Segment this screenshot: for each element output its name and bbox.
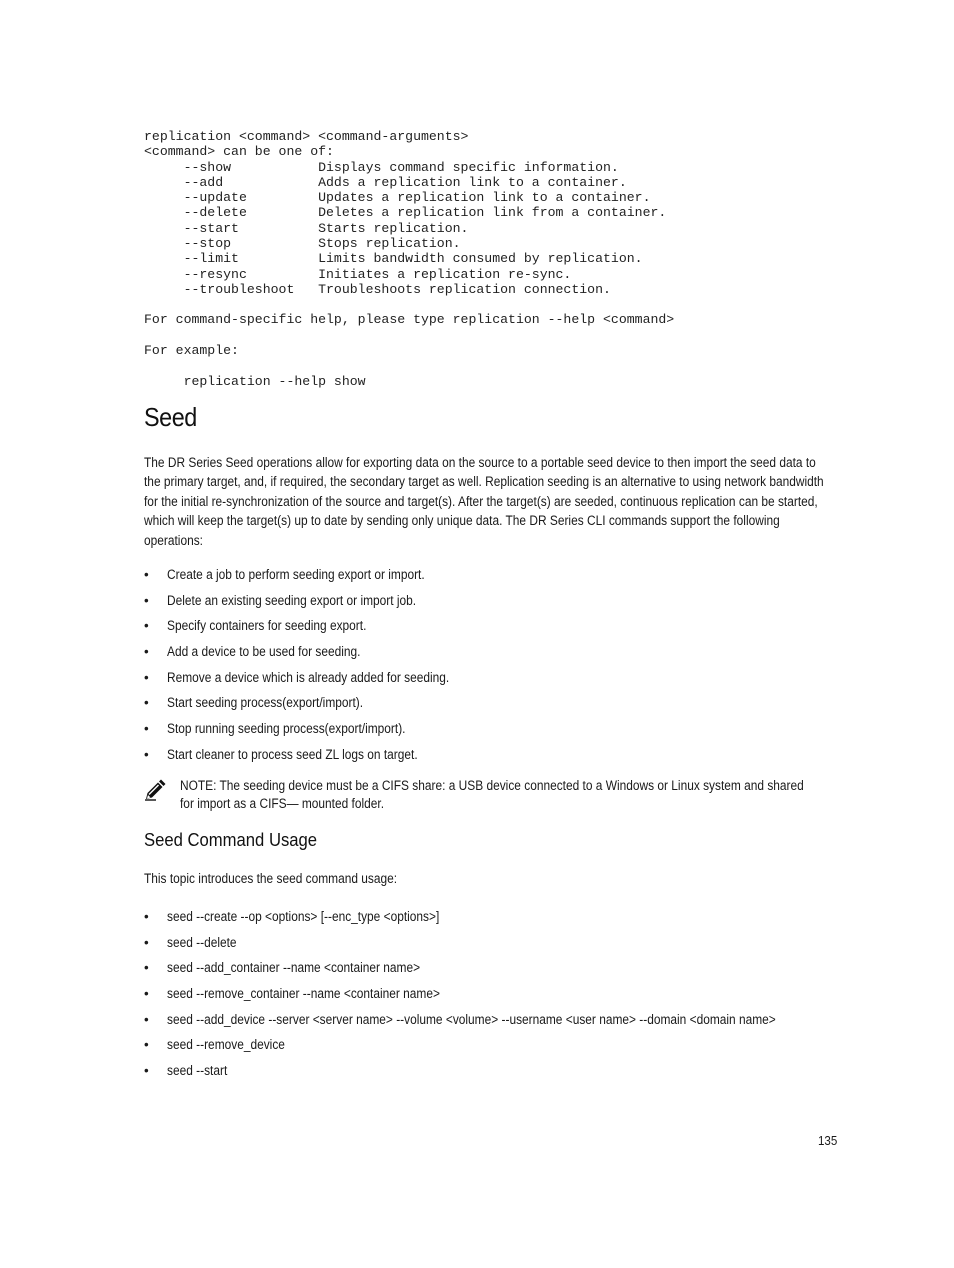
code-line: <command> can be one of: [144,144,334,160]
bullet-icon: • [144,1011,149,1027]
code-line: --start Starts replication. [144,220,469,236]
code-line: --show Displays command specific information. [144,159,619,175]
bullet-icon: • [144,960,149,976]
code-line: --update Updates a replication link to a container. [144,190,651,206]
list-item: • seed --add_device --server <server name> --volume <volume> --username <user name> --domain <domain name> [144,1011,776,1027]
pencil-note-icon [144,779,166,801]
list-item: • seed --remove_container --name <container name> [144,986,440,1002]
example-label: For example: [144,343,239,358]
code-line: --add Adds a replication link to a container. [144,174,627,190]
list-item: • seed --add_container --name <container name> [144,960,421,976]
list-item: • Delete an existing seeding export or import job. [144,592,417,608]
help-line: For command-specific help, please type replication --help <command> [144,312,675,327]
code-line: --resync Initiates a replication re-sync. [144,266,572,282]
code-line: --stop Stops replication. [144,236,461,252]
bullet-icon: • [144,669,149,685]
list-item: • Start seeding process(export/import). [144,695,364,711]
bullet-icon: • [144,644,149,660]
note-label: NOTE: [180,778,217,793]
bullet-icon: • [144,746,149,762]
note-body: The seeding device must be a CIFS share: a USB device connected to a Windows or Linux system and shared for import as a CIFS— mounted folder. [180,778,804,811]
list-item: • Start cleaner to process seed ZL logs on target. [144,746,418,762]
seed-command-list [144,908,851,1088]
list-item: • seed --create --op <options> [--enc_type <options>] [144,909,440,924]
list-item: • Stop running seeding process(export/import). [144,721,406,737]
list-item: • Add a device to be used for seeding. [144,644,361,660]
bullet-icon: • [144,695,149,711]
replication-usage-code [144,129,666,297]
list-item: • seed --remove_device [144,1037,285,1053]
seed-intro-paragraph: The DR Series Seed operations allow for exporting data on the source to a portable seed device to then import the seed data to the primary target, and, if required, the secondary target as well. Replication seeding is an alternative to using network bandwidth for the initial re-synchronization of the source and target(s). After the target(s) are seeded, continuous replication can be started, which will keep the target(s) up to date by sending only unique data. The DR Series CLI commands support the following operations: [144,455,824,548]
seed-operations-list [144,566,484,772]
code-line: --troubleshoot Troubleshoots replication connection. [144,281,611,297]
bullet-icon: • [144,1063,149,1079]
bullet-icon: • [144,1037,149,1053]
bullet-icon: • [144,618,149,634]
bullet-icon: • [144,592,149,608]
bullet-icon: • [144,934,149,950]
code-line: replication <command> <command-arguments> [144,129,469,144]
list-item: • Remove a device which is already added for seeding. [144,669,450,685]
page-number: 135 [818,1133,838,1148]
bullet-icon: • [144,986,149,1002]
example-command: replication --help show [144,374,366,389]
bullet-icon: • [144,567,149,582]
list-item: • seed --start [144,1063,228,1079]
list-item: • Create a job to perform seeding export or import. [144,567,425,582]
list-item: • seed --delete [144,934,237,950]
bullet-icon: • [144,721,149,737]
usage-intro: This topic introduces the seed command usage: [144,871,398,886]
code-line: --limit Limits bandwidth consumed by replication. [144,251,643,267]
code-line: --delete Deletes a replication link from a container. [144,205,667,221]
note-text [180,777,821,812]
section-title-seed-command-usage: Seed Command Usage [144,829,318,850]
list-item: • Specify containers for seeding export. [144,618,367,634]
bullet-icon: • [144,909,149,924]
section-title-seed: Seed [144,402,197,432]
